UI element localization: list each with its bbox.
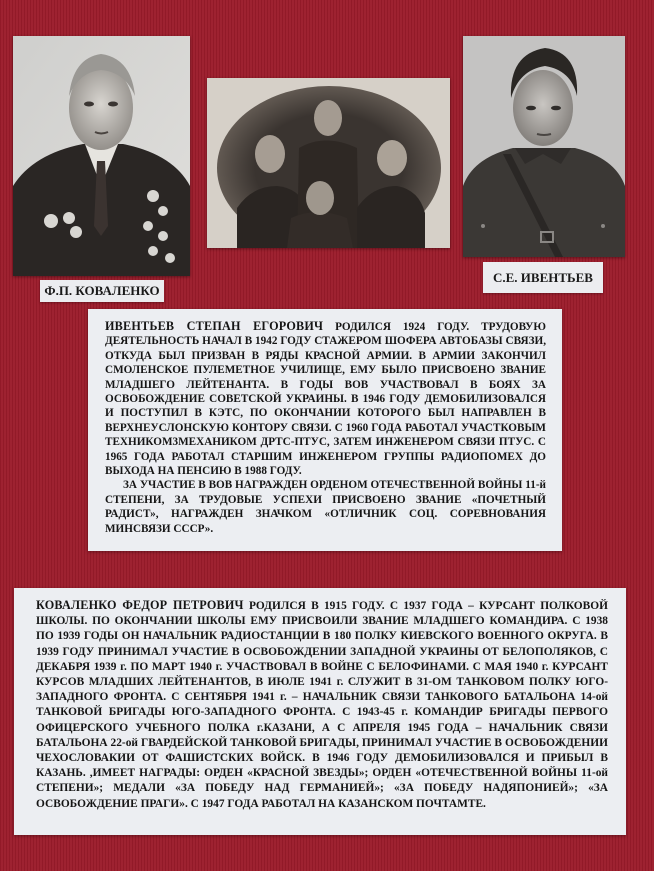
portrait-elderly-man-image [13,36,190,276]
bio-text-iventyev-1: РОДИЛСЯ 1924 ГОДУ. ТРУДОВУЮ ДЕЯТЕЛЬНОСТЬ НАЧАЛ В 1942 ГОДУ СТАЖЕРОМ ШОФЕРА АВТОБАЗЫ СВЯЗИ, ОТКУДА БЫЛ ПРИЗВАН В РЯДЫ КРАСНОЙ АРМИИ. В АРМИИ ЗАКОНЧИЛ СМОЛЕНСКОЕ ПУЛЕМЕТНОЕ УЧИЛИЩЕ, ЕМУ БЫЛО ПРИСВОЕНО ЗВАНИЕ МЛАДШЕГО ЛЕЙТЕНАНТА. В ГОДЫ ВОВ УЧАСТВОВАЛ В БОЯХ ЗА ОСВОБОЖДЕНИЕ СОВЕТСКОЙ УКРАИНЫ. В 1946 ГОДУ ДЕМОБИЛИЗОВАЛСЯ И ПОСТУПИЛ В КЭТС, ПО ОКОНЧАНИИ КОТОРОГО БЫЛ НАПРАВЛЕН В ВЕРХНЕУСЛОНСКУЮ КОНТОРУ СВЯЗИ. С 1960 ГОДА РАБОТАЛ УЧАСТКОВЫМ ТЕХНИКОМ3МЕХАНИКОМ ДРТС-ПТУС, ЗАТЕМ ИНЖЕНЕРОМ СВЯЗИ ПТУС. С 1965 ГОДА РАБОТАЛ СТАРШИМ ИНЖЕНЕРОМ ГРУППЫ РАДИОПОМЕХ ДО ВЫХОДА НА ПЕНСИЮ В 1988 ГОДУ. [105,321,546,478]
bio-name-kovalenko: КОВАЛЕНКО ФЕДОР ПЕТРОВИЧ [36,598,244,612]
photo-group [207,78,450,248]
bio-name-iventyev: ИВЕНТЬЕВ СТЕПАН ЕГОРОВИЧ [105,319,324,333]
photo-iventyev [463,36,625,257]
portrait-young-soldier-image [463,36,625,257]
biography-kovalenko [14,588,626,835]
label-kovalenko: Ф.П. КОВАЛЕНКО [40,280,164,302]
group-portrait-image [207,78,450,248]
bio-text-iventyev-2: ЗА УЧАСТИЕ В ВОВ НАГРАЖДЕН ОРДЕНОМ ОТЕЧЕСТВЕННОЙ ВОЙНЫ 11-й СТЕПЕНИ, ЗА ТРУДОВЫЕ УСПЕХИ ПРИСВОЕНО ЗВАНИЕ «ПОЧЕТНЫЙ РАДИСТ», НАГРАЖДЕН ЗНАЧКОМ «ОТЛИЧНИК СОЦ. СОРЕВНОВАНИЯ МИНСВЯЗИ СССР». [105,479,546,535]
label-iventyev: С.Е. ИВЕНТЬЕВ [483,262,603,293]
photo-kovalenko [13,36,190,276]
biography-iventyev [88,309,562,551]
bio-text-kovalenko: РОДИЛСЯ В 1915 ГОДУ. С 1937 ГОДА – КУРСАНТ ПОЛКОВОЙ ШКОЛЫ. ПО ОКОНЧАНИИ ШКОЛЫ ЕМУ ПРИСВОИЛИ ЗВАНИЕ МЛАДШЕГО КОМАНДИРА. С 1938 ПО 1939 ГОДЫ ОН НАЧАЛЬНИК РАДИОСТАНЦИИ В 180 ПОЛКУ КИЕВСКОГО ВОЕННОГО ОКРУГА. В 1939 ГОДУ ПРИНИМАЛ УЧАСТИЕ В ОСВОБОЖДЕНИИ ЗАПАДНОЙ УКРАИНЫ ОТ БЕЛОПОЛЯКОВ, С ДЕКАБРЯ 1939 г. ПО МАРТ 1940 г. УЧАСТВОВАЛ В ВОЙНЕ С БЕЛОФИНАМИ. С МАЯ 1940 г. КУРСАНТ КУРСОВ МЛАДШИХ ЛЕЙТЕНАНТОВ, В ИЮЛЕ 1941 г. СЛУЖИТ В 31-ОМ ТАНКОВОМ ПОЛКУ ЮГО-ЗАПАДНОГО ФРОНТА. С СЕНТЯБРЯ 1941 г. – НАЧАЛЬНИК СВЯЗИ ТАНКОВОГО БАТАЛЬОНА 14-ой ТАНКОВОЙ БРИГАДЫ ЮГО-ЗАПАДНОГО ФРОНТА. С 1943-45 г. КОМАНДИР БРИГАДЫ ПЕРВОГО ОФИЦЕРСКОГО УЧЕБНОГО ПОЛКА г.КАЗАНИ, А С АПРЕЛЯ 1945 ГОДА – НАЧАЛЬНИК СВЯЗИ БАТАЛЬОНА 22-ой ГВАРДЕЙСКОЙ ТАНКОВОЙ БРИГАДЫ, ПРИНИМАЛ УЧАСТИЕ В ОСВОБОЖДЕНИИ ЧЕХОСЛОВАКИИ ОТ ФАШИСТСКИХ ВОЙСК. В 1946 ГОДУ ДЕМОБИЛИЗОВАЛСЯ И ПРИБЫЛ В КАЗАНЬ. ,ИМЕЕТ НАГРАДЫ: ОРДЕН «КРАСНОЙ ЗВЕЗДЫ»; ОРДЕН «ОТЕЧЕСТВЕННОЙ ВОЙНЫ 11-ой СТЕПЕНИ»; МЕДАЛИ «ЗА ПОБЕДУ НАД ГЕРМАНИЕЙ»; «ЗА ПОБЕДУ НАДЯПОНИЕЙ»; «ЗА ОСВОБОЖДЕНИЕ ПРАГИ». С 1947 ГОДА РАБОТАЛ НА КАЗАНСКОМ ПОЧТАМТЕ. [36,600,608,810]
